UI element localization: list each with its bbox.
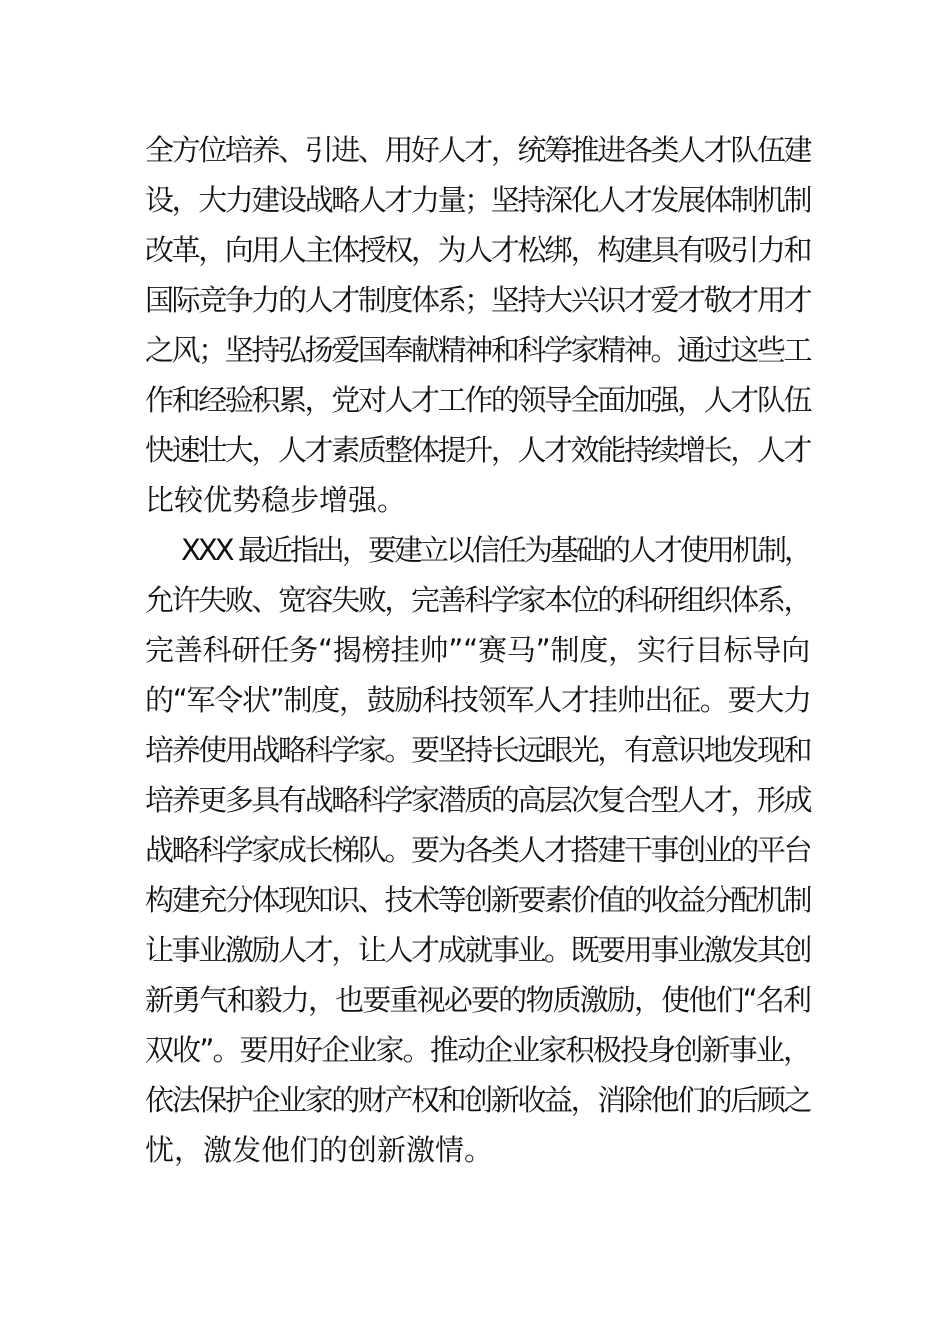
text-line: 允许失败、宽容失败，完善科学家本位的科研组织体系， bbox=[145, 583, 810, 617]
text-line: 比较优势稳步增强。 bbox=[145, 483, 407, 517]
text-line: 培养使用战略科学家。要坚持长远眼光，有意识地发现和 bbox=[145, 733, 810, 767]
text-line: 构建充分体现知识、技术等创新要素价值的收益分配机制 bbox=[145, 883, 810, 917]
text-line: 培养更多具有战略科学家潜质的高层次复合型人才，形成 bbox=[145, 783, 810, 817]
text-line: 忧，激发他们的创新激情。 bbox=[145, 1133, 494, 1167]
text-line: 依法保护企业家的财产权和创新收益，消除他们的后顾之 bbox=[145, 1083, 810, 1117]
text-line: 完善科研任务“揭榜挂帅”“赛马”制度，实行目标导向 bbox=[145, 633, 810, 667]
text-line: 设，大力建设战略人才力量；坚持深化人才发展体制机制 bbox=[145, 183, 810, 217]
text-line: 战略科学家成长梯队。要为各类人才搭建干事创业的平台 bbox=[145, 833, 810, 867]
text-line: 之风；坚持弘扬爱国奉献精神和科学家精神。通过这些工 bbox=[145, 333, 810, 367]
text-line: 新勇气和毅力，也要重视必要的物质激励，使他们“名利 bbox=[145, 983, 810, 1017]
text-line: 的“军令状”制度，鼓励科技领军人才挂帅出征。要大力 bbox=[145, 683, 811, 717]
text-line: 全方位培养、引进、用好人才，统筹推进各类人才队伍建 bbox=[145, 133, 810, 167]
text-line: 国际竞争力的人才制度体系；坚持大兴识才爱才敬才用才 bbox=[145, 283, 810, 317]
text-line: 改革，向用人主体授权，为人才松绑，构建具有吸引力和 bbox=[145, 233, 810, 267]
text-line: 作和经验积累，党对人才工作的领导全面加强，人才队伍 bbox=[145, 383, 810, 417]
text-line: 快速壮大，人才素质整体提升，人才效能持续增长，人才 bbox=[145, 433, 810, 467]
text-line: 让事业激励人才，让人才成就事业。既要用事业激发其创 bbox=[145, 933, 810, 967]
text-line-indented: XXX 最近指出，要建立以信任为基础的人才使用机制， bbox=[181, 533, 810, 567]
text-line: 双收”。要用好企业家。推动企业家积极投身创新事业， bbox=[145, 1033, 810, 1067]
